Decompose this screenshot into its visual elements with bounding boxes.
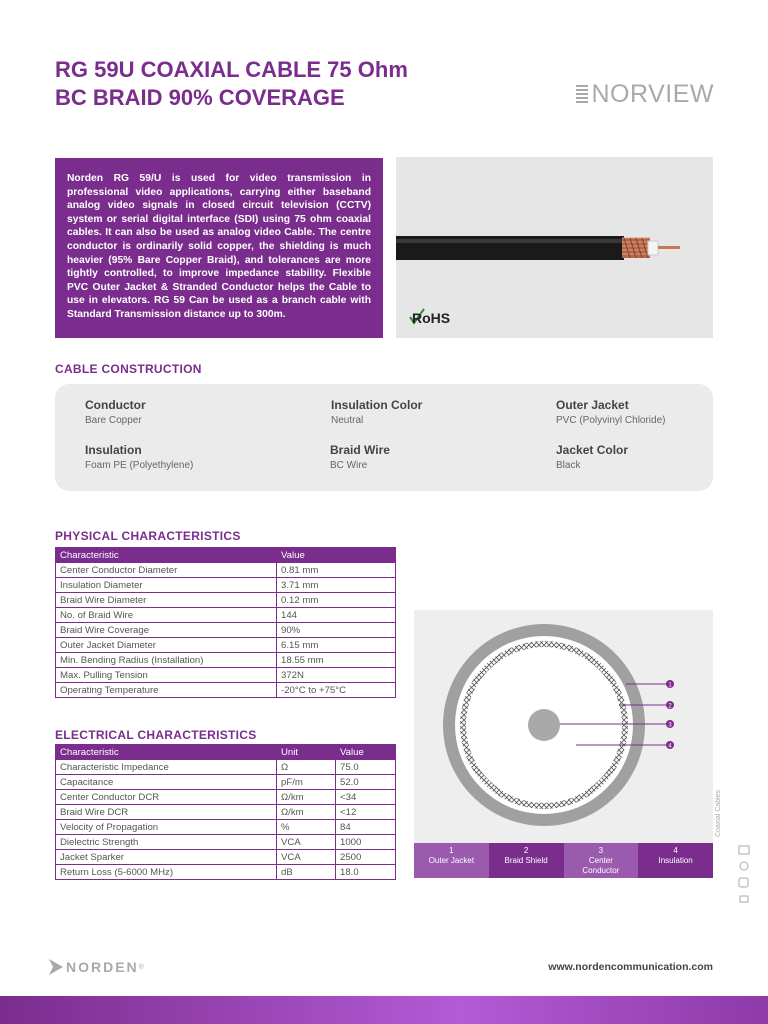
table-cell: Center Conductor DCR [56, 790, 277, 805]
construction-value: Bare Copper [85, 415, 142, 426]
legend-num: 1 [449, 846, 454, 855]
physical-table-body [56, 563, 396, 698]
table-row [56, 608, 396, 623]
brand-logo [576, 80, 715, 109]
physical-heading: PHYSICAL CHARACTERISTICS [55, 529, 241, 543]
construction-item-jacket-color [556, 443, 628, 471]
cable-photo [396, 157, 713, 338]
side-strip [715, 780, 753, 910]
table-cell: Center Conductor Diameter [56, 563, 277, 578]
table-cell: 18.0 [336, 865, 396, 880]
legend-item-insulation [638, 843, 713, 878]
table-cell: Return Loss (5-6000 MHz) [56, 865, 277, 880]
legend-item-center-conductor [564, 843, 639, 878]
construction-item-outer-jacket [556, 398, 665, 426]
construction-label: Braid Wire [330, 443, 390, 457]
table-row [56, 850, 396, 865]
table-row [56, 638, 396, 653]
construction-item-insulation-color [331, 398, 422, 426]
table-cell: <34 [336, 790, 396, 805]
table-cell: Insulation Diameter [56, 578, 277, 593]
physical-table [55, 547, 396, 698]
product-description: Norden RG 59/U is used for video transmission in professional video applications, carrying either baseband analog video signals in closed circuit television (CCTV) system or serial digital interface (SDI) using 75 ohm coaxial cables. It can also be used as analog video Cable. The centre conductor is ordinarily solid copper, the shielding is much heavier (95% Bare Copper Braid), and tolerances are more tightly controlled, to improve impedance stability. Flexible PVC Outer Jacket & Stranded Conductor helps the Cable to use in elevators. RG 59 Can be used as a branch cable with Standard Transmission distance up to 300m. [55, 158, 383, 338]
table-cell: dB [277, 865, 336, 880]
marker-label: 4 [668, 743, 672, 750]
table-cell: Min. Bending Radius (Installation) [56, 653, 277, 668]
electrical-table-body [56, 760, 396, 880]
column-header: Value [336, 745, 396, 760]
brand-name: NORVIEW [591, 80, 714, 108]
construction-label: Outer Jacket [556, 398, 629, 412]
table-cell: 372N [277, 668, 396, 683]
construction-value: BC Wire [330, 460, 368, 471]
footer-brand: NORDEN [66, 959, 139, 975]
electrical-table [55, 744, 396, 880]
table-cell: No. of Braid Wire [56, 608, 277, 623]
construction-item-braid-wire [330, 443, 390, 471]
table-cell: 52.0 [336, 775, 396, 790]
page-title [55, 56, 408, 112]
legend-label: Braid Shield [504, 856, 548, 865]
column-header: Value [277, 548, 396, 563]
table-row [56, 578, 396, 593]
construction-item-conductor [85, 398, 146, 426]
cross-section-icon [414, 610, 713, 843]
table-row [56, 683, 396, 698]
marker-label: 1 [668, 682, 672, 689]
table-cell: 6.15 mm [277, 638, 396, 653]
table-cell: VCA [277, 835, 336, 850]
construction-item-insulation [85, 443, 193, 471]
table-cell: Jacket Sparker [56, 850, 277, 865]
table-cell: pF/m [277, 775, 336, 790]
table-cell: 144 [277, 608, 396, 623]
table-row [56, 563, 396, 578]
website-link[interactable]: www.nordencommunication.com [548, 961, 713, 973]
table-cell: -20°C to +75°C [277, 683, 396, 698]
table-cell: 3.71 mm [277, 578, 396, 593]
table-row [56, 865, 396, 880]
legend-num: 3 [598, 846, 604, 855]
table-cell: 90% [277, 623, 396, 638]
table-cell: 0.81 mm [277, 563, 396, 578]
table-cell: Operating Temperature [56, 683, 277, 698]
table-cell: Dielectric Strength [56, 835, 277, 850]
electrical-heading: ELECTRICAL CHARACTERISTICS [55, 728, 257, 742]
construction-value: Neutral [331, 415, 364, 426]
table-cell: 18.55 mm [277, 653, 396, 668]
construction-value: PVC (Polyvinyl Chloride) [556, 415, 666, 426]
construction-label: Jacket Color [556, 443, 629, 457]
construction-label: Conductor [85, 398, 146, 412]
table-cell: Max. Pulling Tension [56, 668, 277, 683]
table-row [56, 623, 396, 638]
table-row [56, 805, 396, 820]
table-cell: 84 [336, 820, 396, 835]
table-row [56, 653, 396, 668]
footer-bar [0, 996, 768, 1024]
norden-arrow-icon [48, 958, 64, 976]
table-row [56, 790, 396, 805]
table-cell: 2500 [336, 850, 396, 865]
legend-label: Center Conductor [582, 856, 620, 875]
table-cell: <12 [336, 805, 396, 820]
construction-value: Black [556, 460, 581, 471]
construction-value: Foam PE (Polyethylene) [85, 460, 194, 471]
rohs-label: RoHS [412, 310, 451, 326]
legend-item-braid-shield [489, 843, 564, 878]
table-cell: Ω/km [277, 805, 336, 820]
table-cell: 1000 [336, 835, 396, 850]
table-header-row [56, 745, 396, 760]
legend-label: Outer Jacket [428, 856, 475, 865]
table-row [56, 668, 396, 683]
table-row [56, 593, 396, 608]
table-header-row [56, 548, 396, 563]
table-cell: Capacitance [56, 775, 277, 790]
construction-label: Insulation Color [331, 398, 423, 412]
column-header: Characteristic [56, 548, 277, 563]
construction-panel [55, 384, 713, 491]
legend-num: 2 [523, 846, 529, 855]
legend-num: 4 [673, 846, 678, 855]
table-cell: Braid Wire DCR [56, 805, 277, 820]
table-row [56, 835, 396, 850]
column-header: Characteristic [56, 745, 277, 760]
table-cell: 75.0 [336, 760, 396, 775]
table-cell: Braid Wire Coverage [56, 623, 277, 638]
table-cell: % [277, 820, 336, 835]
side-category-label: Coaxial Cables [715, 789, 723, 838]
category-icons [737, 844, 751, 906]
footer-logo [48, 958, 146, 976]
diagram-legend [414, 843, 713, 878]
table-cell: Ω/km [277, 790, 336, 805]
marker-label: 3 [668, 722, 672, 729]
table-row [56, 775, 396, 790]
logo-bars-icon [576, 85, 588, 105]
table-cell: Characteristic Impedance [56, 760, 277, 775]
table-cell: VCA [277, 850, 336, 865]
title-line-1: RG 59U COAXIAL CABLE 75 Ohm [55, 57, 408, 82]
column-header: Unit [277, 745, 336, 760]
table-cell: Outer Jacket Diameter [56, 638, 277, 653]
registered-mark: ® [138, 963, 146, 971]
table-cell: Velocity of Propagation [56, 820, 277, 835]
cross-section-diagram [414, 610, 713, 878]
legend-label: Insulation [658, 856, 693, 865]
construction-heading: CABLE CONSTRUCTION [55, 362, 202, 376]
table-row [56, 820, 396, 835]
table-cell: Braid Wire Diameter [56, 593, 277, 608]
construction-label: Insulation [85, 443, 142, 457]
table-cell: 0.12 mm [277, 593, 396, 608]
legend-item-outer-jacket [414, 843, 489, 878]
title-line-2: BC BRAID 90% COVERAGE [55, 85, 345, 110]
marker-label: 2 [668, 703, 672, 710]
table-cell: Ω [277, 760, 336, 775]
table-row [56, 760, 396, 775]
